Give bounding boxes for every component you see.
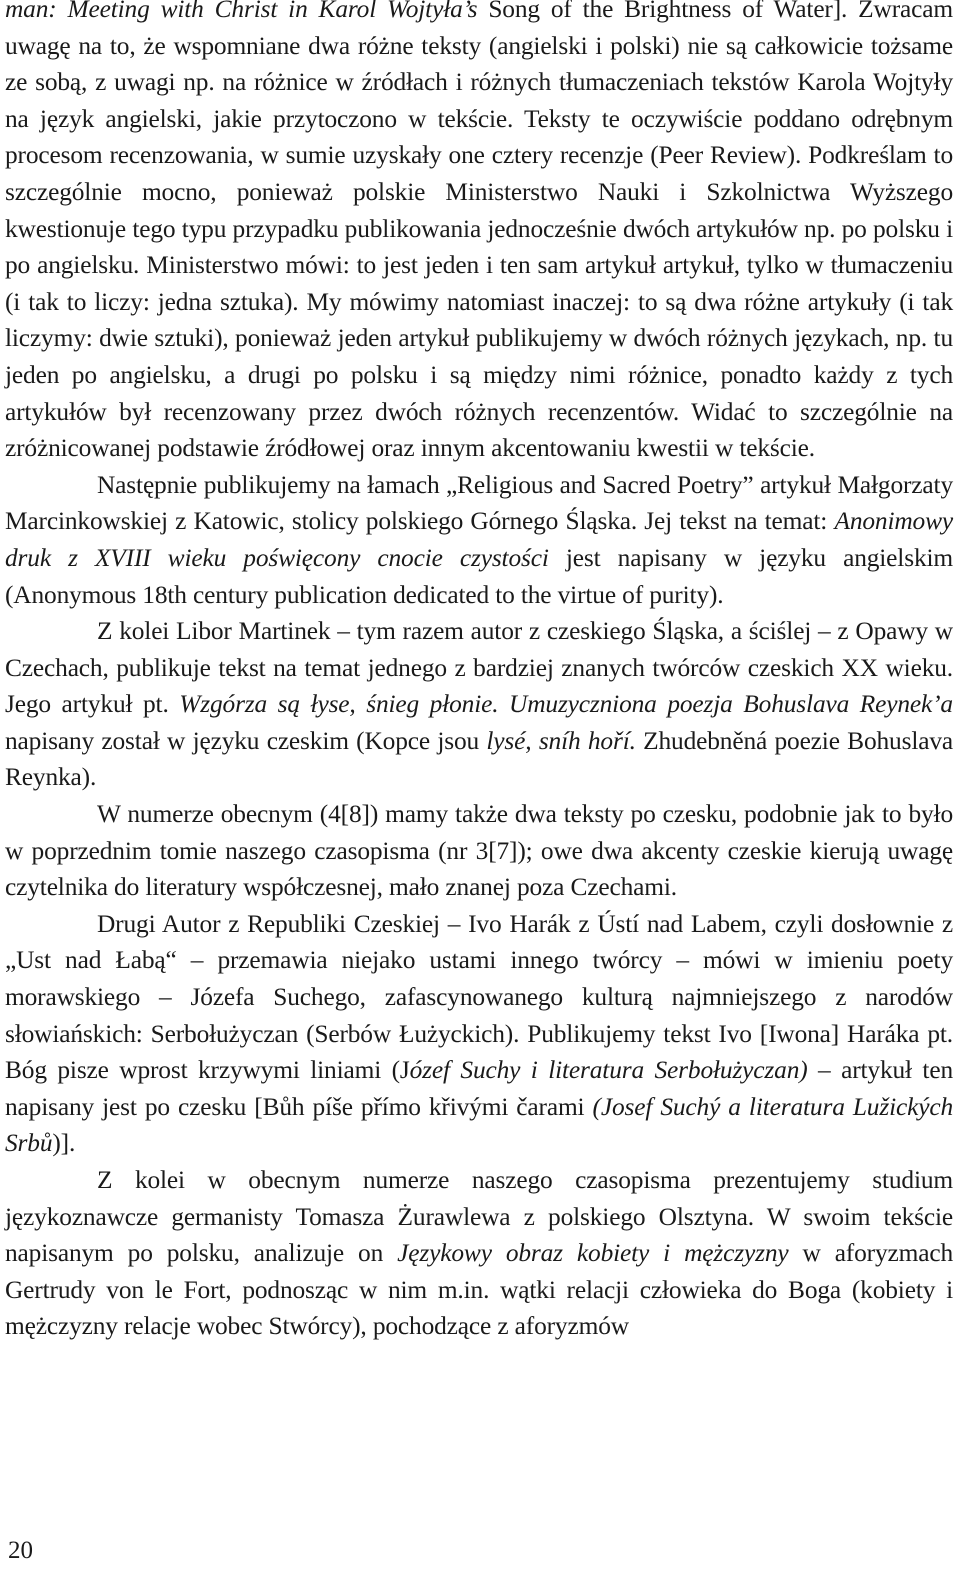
text-run: jest napisany w języku angielskim (Anonymous 18th century publication dedicated to the virtue of purity). xyxy=(5,543,953,609)
italic-text-run: man: Meeting with Christ in Karol Wojtyła’s xyxy=(5,0,478,23)
text-run: )]. xyxy=(52,1129,76,1158)
text-run: Z kolei w obecnym numerze naszego czasopisma prezentujemy studium językoznawcze germanisty Tomasza Żurawlewa z polskiego Olsztyna. W swoim tekście napisanym po polsku, analizuje on xyxy=(5,1166,953,1268)
paragraph-2 xyxy=(5,467,953,613)
text-run: W numerze obecnym (4[8]) mamy także dwa teksty po czesku, podobnie jak to było w poprzednim tomie naszego czasopisma (nr 3[7]); owe dwa akcenty czeskie kierują uwagę czytelnika do literatury współczesnej, mało znanej poza Czechami. xyxy=(5,800,953,902)
text-run: Song of the Brightness of Water]. Zwracam uwagę na to, że wspomniane dwa różne teksty (angielski i polski) nie są całkowicie tożsame ze sobą, z uwagi np. na różnice w źródłach i różnych tłumaczeniach tekstów Karola Wojtyły na język angielski, jakie przytoczono w tekście. Teksty te oczywiście poddano odrębnym procesom recenzowania, w sumie uzyskały one cztery recenzje (Peer Review). Podkreślam to szczególnie mocno, ponieważ polskie Ministerstwo Nauki i Szkolnictwa Wyższego kwestionuje tego typu przypadku publikowania jednocześnie dwóch artykułów np. po polsku i po angielsku. Ministerstwo mówi: to jest jeden i ten sam artykuł artykuł, tylko w tłumaczeniu (i tak to liczy: jedna sztuka). My mówimy natomiast inaczej: to są dwa różne artykuły (i tak liczymy: dwie sztuki), ponieważ jeden artykuł publikujemy w dwóch różnych językach, np. tu jeden po angielsku, a drugi po polsku i są między nimi różnice, ponadto każdy z tych artykułów był recenzowany przez dwóch różnych recenzentów. Widać to szczególnie na zróżnicowanej podstawie źródłowej oraz innym akcentowaniu kwestii w tekście. xyxy=(5,0,953,463)
paragraph-5 xyxy=(5,906,953,1162)
text-run: Z kolei Libor Martinek – tym razem autor z czeskiego Śląska, a ściślej – z Opawy w Czechach, publikuje tekst na temat jednego z bardziej znanych twórców czeskich XX wieku. Jego artykuł pt. xyxy=(5,617,953,719)
text-run: Drugi Autor z Republiki Czeskiej – Ivo Harák z Ústí nad Labem, czyli dosłownie z „Ust nad Łabą“ – przemawia niejako ustami innego twórcy – mówi w imieniu poety morawskiego – Józefa Suchego, zafascynowanego kulturą najmniejszego z narodów słowiańskich: Serbołużyczan (Serbów Łużyckich). Publikujemy tekst Ivo [Iwona] Haráka pt. Bóg pisze wprost krzywymi liniami (J xyxy=(5,909,953,1085)
paragraph-3 xyxy=(5,613,953,796)
italic-text-run: ózef Suchy i literatura Serbołużyczan) xyxy=(409,1056,808,1085)
text-run: napisany został w języku czeskim (Kopce jsou xyxy=(5,726,487,755)
italic-text-run: Wzgórza są łyse, śnieg płonie. Umuzyczniona poezja Bohuslava Reynek’a xyxy=(179,690,953,719)
italic-text-run: lysé, sníh hoří. xyxy=(486,726,636,755)
paragraph-6 xyxy=(5,1162,953,1345)
text-run: – artykuł ten napisany jest po czesku [Bůh píše přímo křivými čarami xyxy=(5,1056,953,1121)
italic-text-run: (Josef Suchý a literatura Lužických Srbů xyxy=(5,1092,953,1158)
text-run: Zhudebněná poezie Bohuslava Reynka). xyxy=(5,726,954,792)
italic-text-run: Językowy obraz kobiety i mężczyzny xyxy=(397,1239,789,1268)
paragraph-1 xyxy=(5,0,953,467)
page-number: 20 xyxy=(8,1537,33,1564)
paragraph-4 xyxy=(5,796,953,906)
text-column xyxy=(5,0,953,1345)
text-run: Następnie publikujemy na łamach „Religious and Sacred Poetry” artykuł Małgorzaty Marcinkowskiej z Katowic, stolicy polskiego Górnego Śląska. Jej tekst na temat: xyxy=(5,470,953,536)
italic-text-run: Anonimowy druk z XVIII wieku poświęcony cnocie czystości xyxy=(5,507,953,572)
text-run: w aforyzmach Gertrudy von le Fort, podnosząc w nim m.in. wątki relacji człowieka do Boga (kobiety i mężczyzny relacje wobec Stwórcy), pochodzące z aforyzmów xyxy=(5,1239,954,1341)
